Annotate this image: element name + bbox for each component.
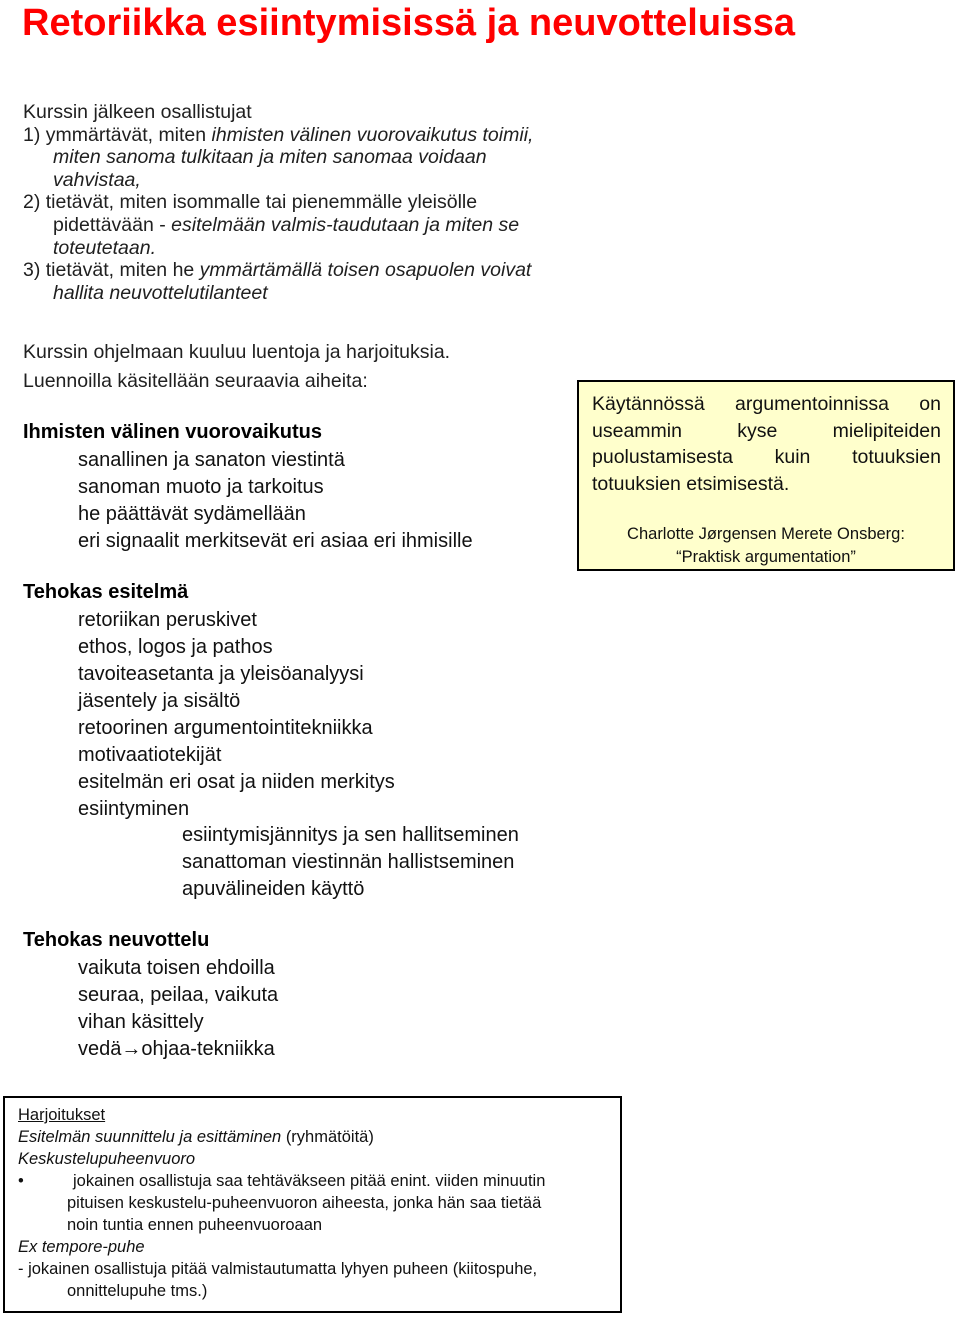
objective-2-plain: pidettävään -: [53, 213, 172, 236]
objective-2-line3: toteutetaan.: [53, 236, 157, 259]
exercise-bullet-line3: noin tuntia ennen puheenvuoroaan: [67, 1216, 323, 1234]
objective-2-line1: 2) tietävät, miten isommalle tai pienemmälle yleisölle: [23, 191, 478, 214]
list-item: he päättävät sydämellään: [78, 503, 306, 525]
section-list-negotiation: [78, 955, 278, 1063]
objective-2-italic: esitelmään valmis-taudutaan ja miten se: [171, 213, 520, 236]
objective-3-prefix: 3) tietävät, miten he: [23, 259, 200, 282]
list-item-text: vedä: [78, 1038, 122, 1060]
objective-1-prefix: 1) ymmärtävät, miten: [23, 123, 212, 146]
page-title: Retoriikka esiintymisissä ja neuvotteluissa: [22, 2, 796, 44]
exercise-discussion: Keskustelupuheenvuoro: [18, 1150, 196, 1168]
exercise-presentation-note: (ryhmätöitä): [285, 1128, 374, 1146]
section-list-presentation: [78, 607, 395, 823]
list-item: tavoiteasetanta ja yleisöanalyysi: [78, 663, 364, 685]
section-list-interaction: [78, 447, 473, 555]
exercise-presentation-title: Esitelmän suunnittelu ja esittäminen: [18, 1128, 286, 1146]
objective-1-line1: [23, 124, 623, 147]
list-item: jäsentely ja sisältö: [78, 690, 241, 712]
section-sublist-performance: [182, 822, 519, 903]
section-heading-negotiation: Tehokas neuvottelu: [23, 929, 210, 951]
arrow-right-icon: →: [121, 1038, 142, 1060]
exercises-heading: Harjoitukset: [18, 1106, 106, 1124]
list-item: vaikuta toisen ehdoilla: [78, 957, 275, 979]
list-item: sanallinen ja sanaton viestintä: [78, 449, 345, 471]
bullet-icon: •: [18, 1172, 24, 1190]
section-heading-interaction: Ihmisten välinen vuorovaikutus: [23, 421, 322, 443]
objectives-lead: Kurssin jälkeen osallistujat: [23, 101, 252, 123]
list-item: esitelmän eri osat ja niiden merkitys: [78, 771, 395, 793]
exercises-box: [3, 1096, 622, 1313]
list-item: sanattoman viestinnän hallistseminen: [182, 851, 515, 873]
list-item: apuvälineiden käyttö: [182, 878, 365, 900]
list-item: [78, 1036, 278, 1063]
quote-citation: [589, 523, 943, 568]
exercise-dash-line2: onnittelupuhe tms.): [67, 1282, 208, 1300]
list-item: retoriikan peruskivet: [78, 609, 257, 631]
exercise-presentation: [18, 1126, 374, 1148]
objective-1-line3: vahvistaa,: [53, 168, 141, 191]
quote-citation-authors: Charlotte Jørgensen Merete Onsberg:: [627, 525, 905, 543]
objective-3-italic: ymmärtämällä toisen osapuolen voivat: [199, 259, 532, 282]
program-line-2: Luennoilla käsitellään seuraavia aiheita:: [23, 370, 368, 392]
exercise-bullet-line2: pituisen keskustelu-puheenvuoron aiheesta, jonka hän saa tietää: [67, 1194, 542, 1212]
list-item: sanoman muoto ja tarkoitus: [78, 476, 324, 498]
quote-text: Käytännössä argumentoinnissa on useammin kyse mielipiteiden puolustamisesta kuin totuuksien totuuksien etsimisestä.: [592, 393, 941, 495]
section-heading-presentation: Tehokas esitelmä: [23, 581, 189, 603]
list-item: vihan käsittely: [78, 1011, 204, 1033]
objective-1-italic: ihmisten välinen vuorovaikutus toimii,: [211, 123, 534, 146]
list-item: seuraa, peilaa, vaikuta: [78, 984, 279, 1006]
exercise-extempore: Ex tempore-puhe: [18, 1238, 145, 1256]
objective-2-line2: [23, 214, 623, 237]
list-item-text: ohjaa-tekniikka: [141, 1038, 275, 1060]
list-item: esiintymisjännitys ja sen hallitseminen: [182, 824, 519, 846]
objective-1-line2: miten sanoma tulkitaan ja miten sanomaa voidaan: [53, 146, 487, 169]
exercise-bullet-line1: jokainen osallistuja saa tehtäväkseen pitää enint. viiden minuutin: [73, 1172, 546, 1190]
list-item: motivaatiotekijät: [78, 744, 222, 766]
exercise-dash-line1: - jokainen osallistuja pitää valmistautumatta lyhyen puheen (kiitospuhe,: [18, 1260, 538, 1278]
quote-box: [577, 380, 955, 571]
list-item: ethos, logos ja pathos: [78, 636, 273, 658]
objective-3-line1: [23, 259, 623, 282]
quote-citation-title: “Praktisk argumentation”: [676, 547, 856, 566]
list-item: retoorinen argumentointitekniikka: [78, 717, 373, 739]
list-item: eri signaalit merkitsevät eri asiaa eri ihmisille: [78, 530, 473, 552]
program-line-1: Kurssin ohjelmaan kuuluu luentoja ja harjoituksia.: [23, 341, 451, 363]
list-item: esiintyminen: [78, 798, 190, 820]
objectives: [23, 101, 623, 304]
objective-3-line2: hallita neuvottelutilanteet: [53, 281, 268, 304]
